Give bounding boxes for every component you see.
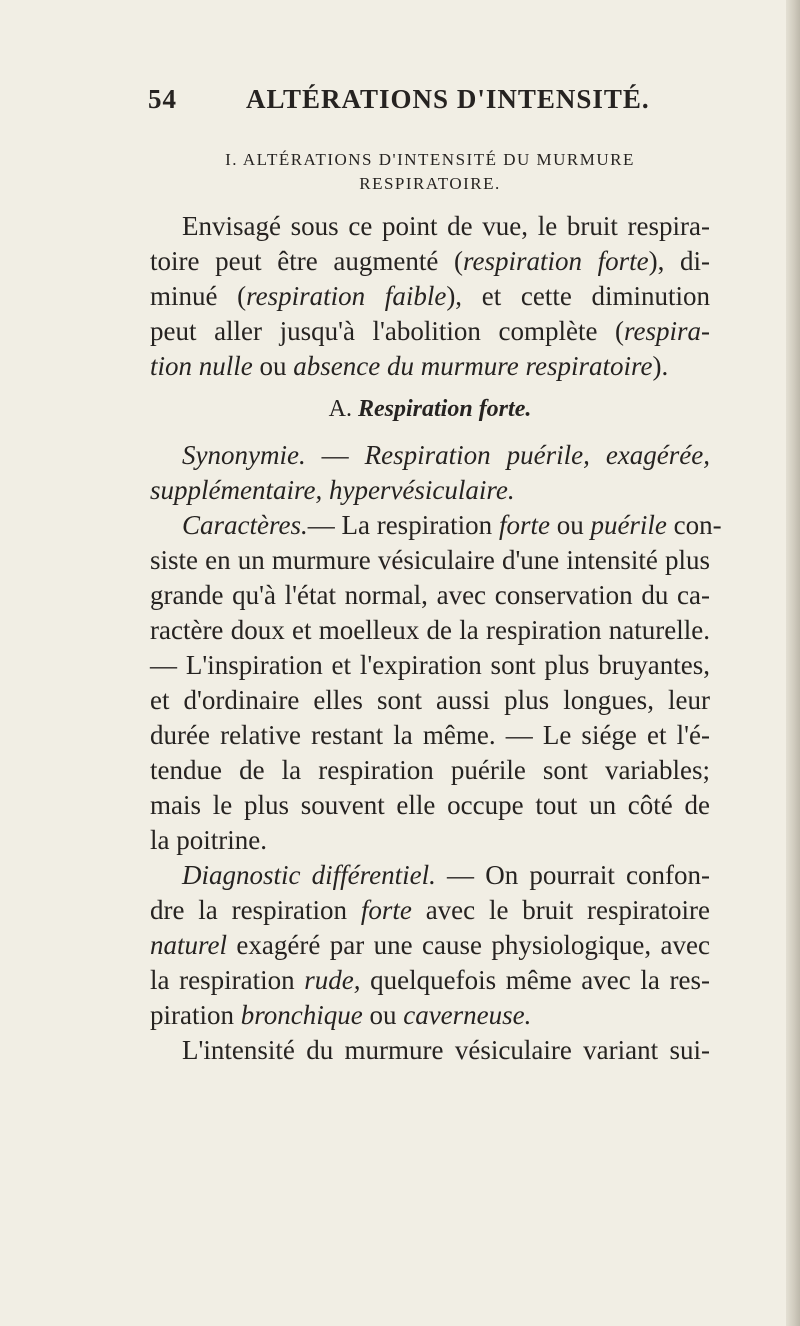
diagnostic-line-1: Diagnostic différentiel. — On pourrait confon- [182,860,710,890]
para1-line-5: tion nulle ou absence du murmure respiratoire). [150,351,669,381]
para1-line-4: peut aller jusqu'à l'abolition complète (respira- [150,316,710,346]
caracteres-line-5: — L'inspiration et l'expiration sont plus bruyantes, [150,650,710,680]
para1-line-3: minué (respiration faible), et cette diminution [150,281,710,311]
caracteres-line-3: grande qu'à l'état normal, avec conservation du ca- [150,580,710,610]
running-head [148,84,708,124]
page-edge-shadow [786,0,800,1326]
diagnostic-line-4: la respiration rude, quelquefois même avec la res- [150,965,710,995]
diagnostic-line-3: naturel exagéré par une cause physiologique, avec [150,930,710,960]
diagnostic-line-2: dre la respiration forte avec le bruit respiratoire [150,895,710,925]
caracteres-line-4: ractère doux et moelleux de la respiration naturelle. [150,615,710,645]
caracteres-line-8: tendue de la respiration puérile sont variables; [150,755,710,785]
diagnostic-line-5: piration bronchique ou caverneuse. [150,1000,532,1030]
final-line: L'intensité du murmure vésiculaire variant sui- [182,1035,710,1065]
caracteres-line-1: Caractères.— La respiration forte ou puérile con- [182,510,722,540]
para1-line-1: Envisagé sous ce point de vue, le bruit respira- [182,211,710,241]
section-title-line-2: RESPIRATOIRE. [359,174,501,193]
caracteres-line-2: siste en un murmure vésiculaire d'une intensité plus [150,545,710,575]
para1-line-2: toire peut être augmenté (respiration forte), di- [150,246,710,276]
caracteres-line-7: durée relative restant la même. — Le siége et l'é- [150,720,710,750]
page-header-title: ALTÉRATIONS D'INTENSITÉ. [246,84,650,114]
caracteres-line-9: mais le plus souvent elle occupe tout un côté de [150,790,710,820]
synonymie-line-1: Synonymie. — Respiration puérile, exagérée, [182,440,711,470]
page-number: 54 [148,84,177,114]
caracteres-line-6: et d'ordinaire elles sont aussi plus longues, leur [150,685,710,715]
section-title-line-1: I. ALTÉRATIONS D'INTENSITÉ DU MURMURE [225,150,635,169]
synonymie-line-2: supplémentaire, hypervésiculaire. [150,475,515,505]
subsection-heading: A. Respiration forte. [328,396,532,422]
caracteres-line-10: la poitrine. [150,825,267,855]
